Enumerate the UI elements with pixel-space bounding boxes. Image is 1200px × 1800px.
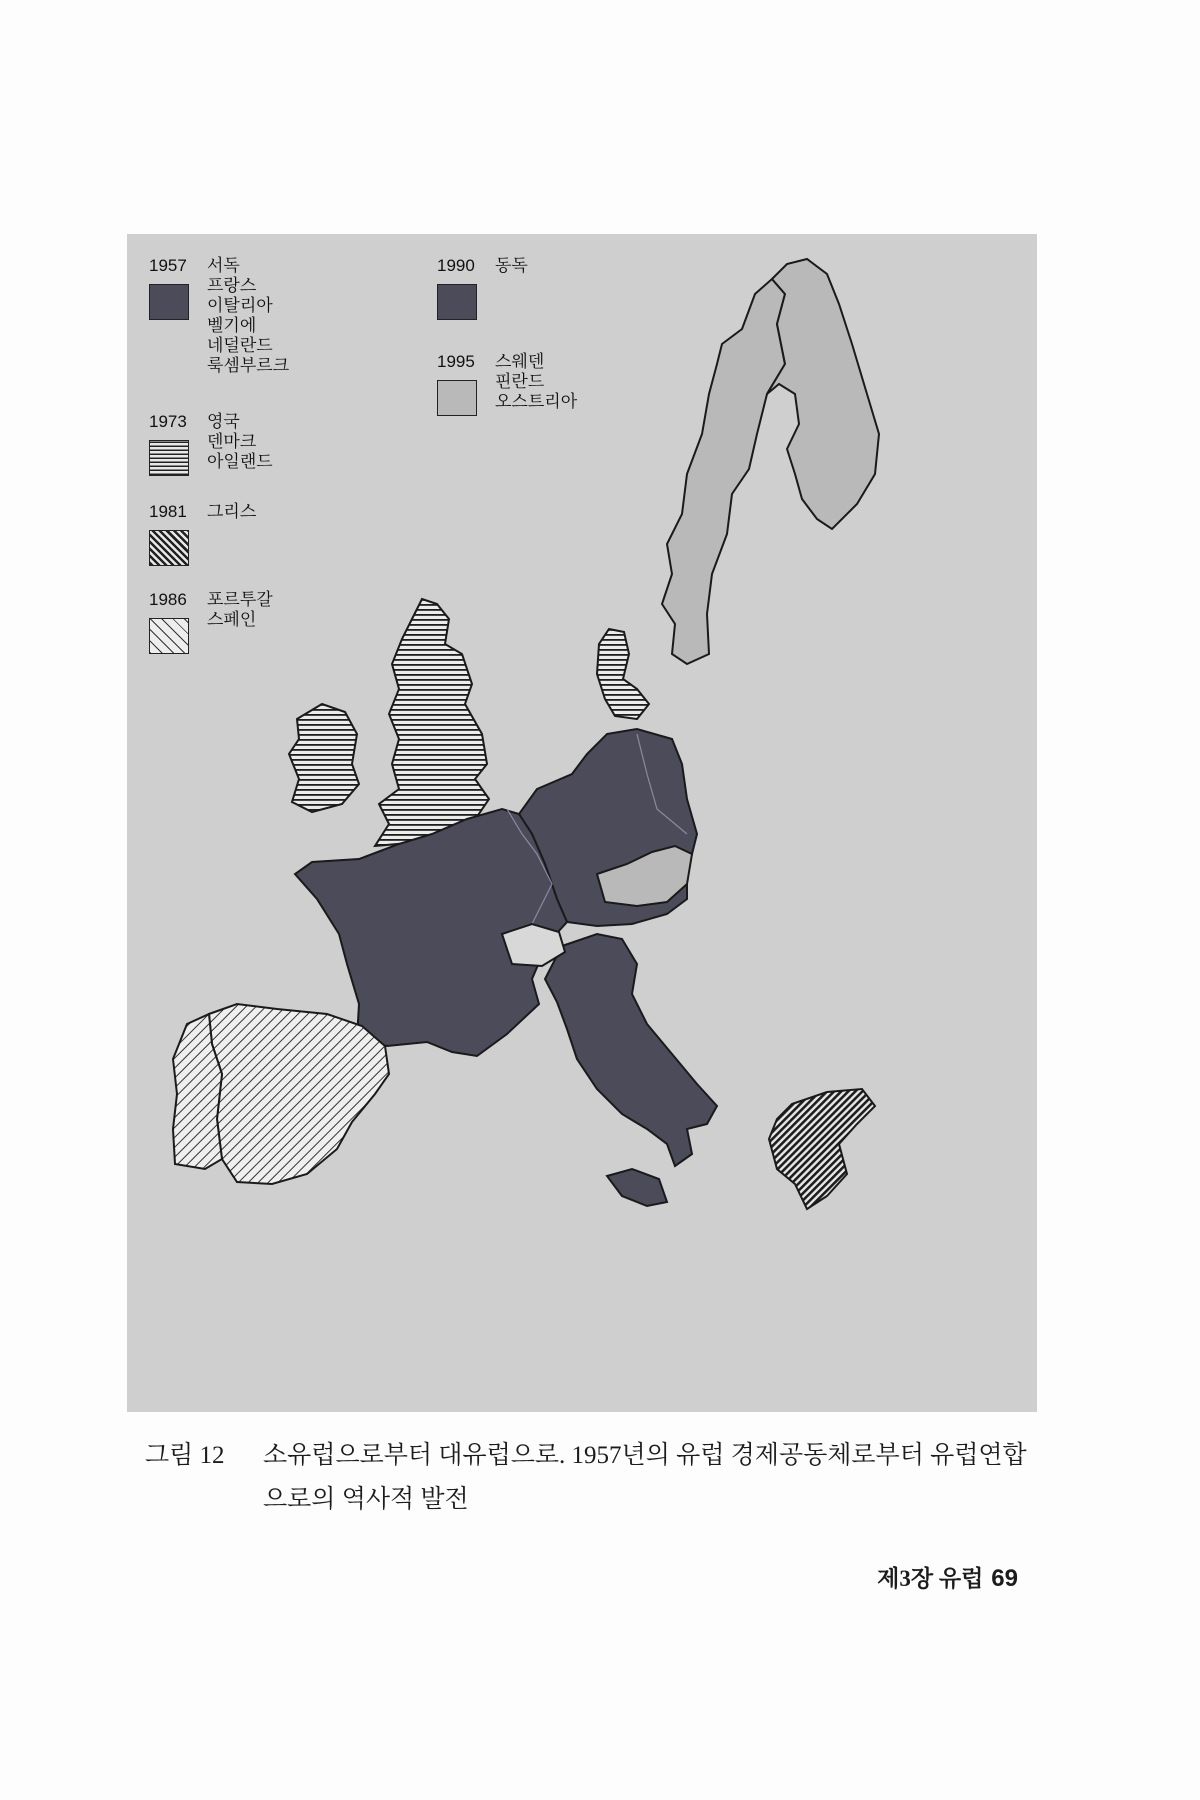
legend-countries <box>495 352 577 412</box>
greece-shape <box>769 1089 875 1209</box>
legend-countries <box>207 590 273 630</box>
ireland-shape <box>289 704 359 812</box>
legend-swatch-light-stipple <box>437 380 477 416</box>
eu-enlargement-map-figure <box>127 234 1037 1412</box>
legend-countries <box>207 412 273 472</box>
chapter-label: 제3장 유럽 <box>877 1566 984 1591</box>
legend-year: 1990 <box>437 256 475 275</box>
legend-country: 네덜란드 <box>207 336 273 355</box>
legend-country: 덴마크 <box>207 432 257 451</box>
legend-countries <box>495 256 528 276</box>
legend-swatch-sparse-diagonal <box>149 618 189 654</box>
figure-number: 그림 12 <box>145 1442 225 1469</box>
legend-swatch-dense-diagonal <box>149 530 189 566</box>
finland-shape <box>767 259 879 529</box>
spain-shape <box>209 1004 389 1184</box>
italy-shape <box>545 934 717 1166</box>
legend-year: 1981 <box>149 502 187 521</box>
legend-country: 아일랜드 <box>207 452 273 471</box>
legend-country: 스웨덴 <box>495 352 545 371</box>
legend-swatch-founding <box>149 284 189 320</box>
legend-country: 영국 <box>207 412 240 431</box>
legend-country: 핀란드 <box>495 372 545 391</box>
caption-text: 소유럽으로부터 대유럽으로. 1957년의 유럽 경제공동체로부터 유럽연합으로의 역사적 발전 <box>263 1442 1027 1513</box>
legend-country: 오스트리아 <box>495 392 578 411</box>
legend-year: 1957 <box>149 256 187 275</box>
sweden-shape <box>662 279 785 664</box>
legend-country: 벨기에 <box>207 316 257 335</box>
legend-year: 1986 <box>149 590 187 609</box>
europe-map <box>127 234 1037 1412</box>
legend-swatch-founding <box>437 284 477 320</box>
legend-country: 룩셈부르크 <box>207 356 290 375</box>
great-britain-shape <box>375 599 489 846</box>
legend-country: 포르투갈 <box>207 590 273 609</box>
legend-country: 동독 <box>495 256 528 275</box>
legend-year: 1973 <box>149 412 187 431</box>
page-footer <box>877 1560 1018 1593</box>
legend-swatch-horizontal-stripes <box>149 440 189 476</box>
denmark-shape <box>597 629 649 719</box>
sicily-shape <box>607 1169 667 1206</box>
legend-countries <box>207 256 289 376</box>
legend-country: 프랑스 <box>207 276 257 295</box>
legend-country: 이탈리아 <box>207 296 273 315</box>
legend-year: 1995 <box>437 352 475 371</box>
page-number: 69 <box>991 1565 1018 1592</box>
legend-country: 스페인 <box>207 610 257 629</box>
legend-country: 그리스 <box>207 502 257 521</box>
legend-country: 서독 <box>207 256 240 275</box>
legend-countries <box>207 502 256 522</box>
